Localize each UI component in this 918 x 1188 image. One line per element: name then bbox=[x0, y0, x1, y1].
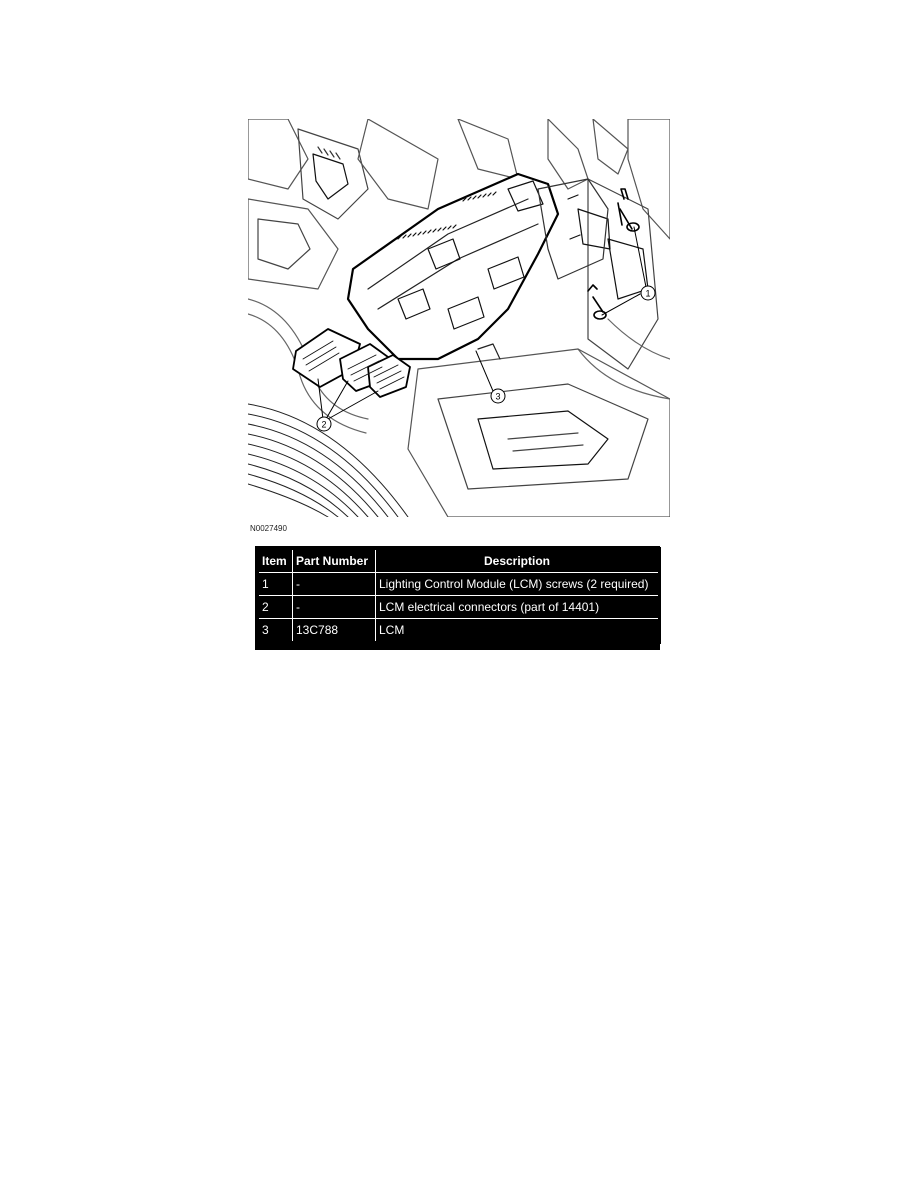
table-row bbox=[258, 573, 659, 596]
callout-1-label: 1 bbox=[645, 288, 651, 299]
header-item: Item bbox=[258, 549, 293, 573]
lcm-illustration bbox=[248, 119, 670, 517]
cell-item: 1 bbox=[258, 573, 293, 596]
cell-item: 2 bbox=[258, 596, 293, 619]
table-header-row bbox=[258, 549, 659, 573]
header-part-number: Part Number bbox=[293, 549, 376, 573]
cell-description: Lighting Control Module (LCM) screws (2 required) bbox=[376, 573, 660, 596]
cell-description: LCM bbox=[376, 619, 660, 643]
table-row bbox=[258, 619, 659, 643]
table-row bbox=[258, 596, 659, 619]
cell-part-number: 13C788 bbox=[293, 619, 376, 643]
callout-1 bbox=[641, 286, 655, 300]
illustration-svg bbox=[248, 119, 670, 517]
figure-id: N0027490 bbox=[250, 524, 287, 533]
cell-item: 3 bbox=[258, 619, 293, 643]
callout-3-label: 3 bbox=[495, 391, 501, 402]
callout-2-label: 2 bbox=[321, 419, 327, 430]
callout-3 bbox=[491, 389, 505, 403]
cell-part-number: - bbox=[293, 596, 376, 619]
header-description: Description bbox=[376, 549, 660, 573]
cell-part-number: - bbox=[293, 573, 376, 596]
callout-2 bbox=[317, 417, 331, 431]
cell-description: LCM electrical connectors (part of 14401) bbox=[376, 596, 660, 619]
parts-table bbox=[257, 548, 660, 643]
